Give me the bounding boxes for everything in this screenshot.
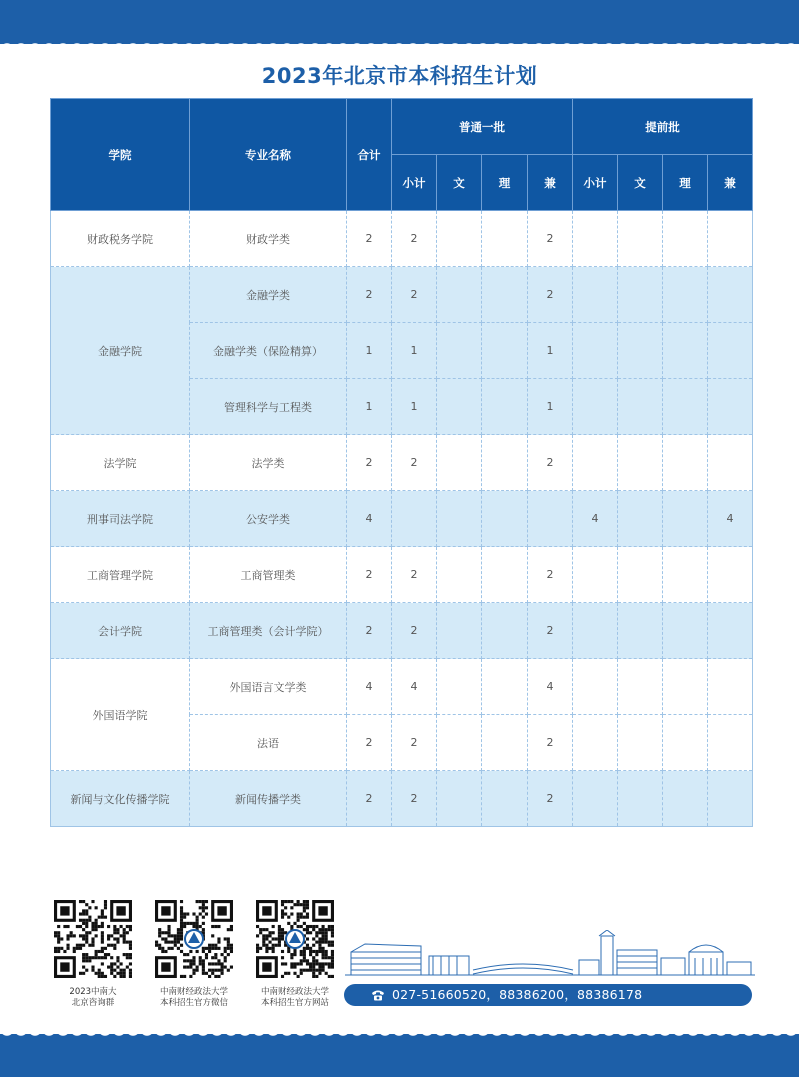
- total-cell: 4: [347, 491, 392, 547]
- early-subtotal-cell: [573, 547, 618, 603]
- qr-caption-line: 本科招生官方微信: [159, 998, 228, 1008]
- regular-science-cell: [482, 603, 528, 659]
- qr-caption-consult-group: [38, 987, 148, 1009]
- regular-both-cell: 2: [528, 435, 573, 491]
- campus-skyline-illustration: [345, 930, 755, 980]
- page-title: 2023年北京市本科招生计划: [261, 64, 538, 88]
- regular-subtotal-cell: [392, 491, 437, 547]
- header-early-science: 理: [663, 155, 708, 211]
- table-row: [51, 603, 753, 659]
- regular-arts-cell: [437, 211, 482, 267]
- table-row: [51, 267, 753, 323]
- early-both-cell: [708, 211, 753, 267]
- early-both-cell: [708, 547, 753, 603]
- regular-subtotal-cell: 1: [392, 323, 437, 379]
- college-cell: 新闻与文化传播学院: [51, 771, 190, 827]
- table-row: [51, 491, 753, 547]
- college-cell: 外国语学院: [51, 659, 190, 771]
- regular-both-cell: 2: [528, 211, 573, 267]
- table-row: [51, 771, 753, 827]
- major-cell: 管理科学与工程类: [190, 379, 347, 435]
- early-both-cell: [708, 323, 753, 379]
- regular-both-cell: 2: [528, 715, 573, 771]
- early-subtotal-cell: [573, 267, 618, 323]
- early-science-cell: [663, 491, 708, 547]
- table-row: [51, 211, 753, 267]
- regular-science-cell: [482, 659, 528, 715]
- regular-both-cell: 1: [528, 379, 573, 435]
- early-arts-cell: [618, 659, 663, 715]
- qr-caption-wechat: [139, 987, 249, 1009]
- regular-both-cell: 4: [528, 659, 573, 715]
- early-science-cell: [663, 715, 708, 771]
- total-cell: 4: [347, 659, 392, 715]
- header-early-subtotal: 小计: [573, 155, 618, 211]
- regular-arts-cell: [437, 771, 482, 827]
- regular-science-cell: [482, 491, 528, 547]
- regular-subtotal-cell: 2: [392, 435, 437, 491]
- early-subtotal-cell: [573, 771, 618, 827]
- regular-subtotal-cell: 2: [392, 715, 437, 771]
- regular-arts-cell: [437, 603, 482, 659]
- early-arts-cell: [618, 323, 663, 379]
- regular-subtotal-cell: 2: [392, 547, 437, 603]
- early-subtotal-cell: [573, 435, 618, 491]
- qr-caption-line: 本科招生官方网站: [260, 998, 329, 1008]
- table-row: [51, 435, 753, 491]
- table-row: [51, 659, 753, 715]
- early-arts-cell: [618, 771, 663, 827]
- header-major: 专业名称: [190, 99, 347, 211]
- early-science-cell: [663, 267, 708, 323]
- qr-code-icon[interactable]: [155, 900, 233, 978]
- top-stamp-edge: [0, 36, 799, 50]
- qr-code-icon[interactable]: [256, 900, 334, 978]
- regular-both-cell: [528, 491, 573, 547]
- major-cell: 法语: [190, 715, 347, 771]
- header-regular-subtotal: 小计: [392, 155, 437, 211]
- total-cell: 2: [347, 267, 392, 323]
- regular-subtotal-cell: 2: [392, 771, 437, 827]
- regular-both-cell: 2: [528, 547, 573, 603]
- early-subtotal-cell: [573, 323, 618, 379]
- regular-science-cell: [482, 379, 528, 435]
- college-cell: 刑事司法学院: [51, 491, 190, 547]
- regular-subtotal-cell: 1: [392, 379, 437, 435]
- major-cell: 金融学类（保险精算）: [190, 323, 347, 379]
- college-cell: 法学院: [51, 435, 190, 491]
- early-both-cell: [708, 267, 753, 323]
- qr-caption-line: 2023中南大: [69, 987, 117, 997]
- early-both-cell: [708, 659, 753, 715]
- regular-both-cell: 2: [528, 771, 573, 827]
- major-cell: 外国语言文学类: [190, 659, 347, 715]
- early-subtotal-cell: 4: [573, 491, 618, 547]
- total-cell: 2: [347, 771, 392, 827]
- regular-arts-cell: [437, 435, 482, 491]
- table-row: [51, 547, 753, 603]
- qr-code-icon[interactable]: [54, 900, 132, 978]
- regular-arts-cell: [437, 267, 482, 323]
- regular-both-cell: 1: [528, 323, 573, 379]
- early-science-cell: [663, 211, 708, 267]
- total-cell: 1: [347, 379, 392, 435]
- phone-icon: [370, 987, 386, 1003]
- regular-arts-cell: [437, 547, 482, 603]
- college-cell: 金融学院: [51, 267, 190, 435]
- total-cell: 2: [347, 211, 392, 267]
- early-both-cell: [708, 435, 753, 491]
- early-both-cell: 4: [708, 491, 753, 547]
- total-cell: 2: [347, 547, 392, 603]
- early-both-cell: [708, 603, 753, 659]
- regular-science-cell: [482, 211, 528, 267]
- total-cell: 2: [347, 603, 392, 659]
- early-science-cell: [663, 547, 708, 603]
- regular-arts-cell: [437, 659, 482, 715]
- early-arts-cell: [618, 435, 663, 491]
- early-subtotal-cell: [573, 211, 618, 267]
- early-both-cell: [708, 715, 753, 771]
- regular-science-cell: [482, 715, 528, 771]
- total-cell: 2: [347, 435, 392, 491]
- major-cell: 财政学类: [190, 211, 347, 267]
- header-early-arts: 文: [618, 155, 663, 211]
- regular-subtotal-cell: 4: [392, 659, 437, 715]
- header-regular-science: 理: [482, 155, 528, 211]
- regular-science-cell: [482, 771, 528, 827]
- contact-phone-bar: [344, 984, 752, 1006]
- early-science-cell: [663, 659, 708, 715]
- header-regular-batch: 普通一批: [392, 99, 573, 155]
- early-arts-cell: [618, 211, 663, 267]
- regular-science-cell: [482, 267, 528, 323]
- major-cell: 法学类: [190, 435, 347, 491]
- bottom-stamp-edge: [0, 1029, 799, 1043]
- early-subtotal-cell: [573, 603, 618, 659]
- header-early-batch: 提前批: [573, 99, 753, 155]
- phone-numbers: 027-51660520，88386200，88386178: [392, 987, 643, 1002]
- early-both-cell: [708, 771, 753, 827]
- major-cell: 金融学类: [190, 267, 347, 323]
- regular-arts-cell: [437, 715, 482, 771]
- qr-caption-line: 中南财经政法大学: [159, 987, 228, 997]
- early-both-cell: [708, 379, 753, 435]
- early-science-cell: [663, 771, 708, 827]
- regular-arts-cell: [437, 491, 482, 547]
- regular-subtotal-cell: 2: [392, 211, 437, 267]
- regular-arts-cell: [437, 379, 482, 435]
- regular-arts-cell: [437, 323, 482, 379]
- college-cell: 财政税务学院: [51, 211, 190, 267]
- early-arts-cell: [618, 715, 663, 771]
- qr-caption-website: [240, 987, 350, 1009]
- regular-subtotal-cell: 2: [392, 267, 437, 323]
- header-college: 学院: [51, 99, 190, 211]
- college-cell: 会计学院: [51, 603, 190, 659]
- total-cell: 2: [347, 715, 392, 771]
- early-science-cell: [663, 323, 708, 379]
- total-cell: 1: [347, 323, 392, 379]
- major-cell: 工商管理类: [190, 547, 347, 603]
- qr-caption-line: 中南财经政法大学: [260, 987, 329, 997]
- early-arts-cell: [618, 603, 663, 659]
- early-science-cell: [663, 379, 708, 435]
- major-cell: 工商管理类（会计学院）: [190, 603, 347, 659]
- major-cell: 公安学类: [190, 491, 347, 547]
- early-science-cell: [663, 435, 708, 491]
- early-subtotal-cell: [573, 715, 618, 771]
- early-arts-cell: [618, 379, 663, 435]
- qr-caption-line: 北京咨询群: [71, 998, 115, 1008]
- major-cell: 新闻传播学类: [190, 771, 347, 827]
- regular-both-cell: 2: [528, 267, 573, 323]
- early-subtotal-cell: [573, 379, 618, 435]
- enrollment-plan-table: [50, 98, 753, 827]
- regular-both-cell: 2: [528, 603, 573, 659]
- header-regular-arts: 文: [437, 155, 482, 211]
- college-cell: 工商管理学院: [51, 547, 190, 603]
- early-subtotal-cell: [573, 659, 618, 715]
- header-early-both: 兼: [708, 155, 753, 211]
- regular-subtotal-cell: 2: [392, 603, 437, 659]
- early-arts-cell: [618, 267, 663, 323]
- early-arts-cell: [618, 491, 663, 547]
- header-regular-both: 兼: [528, 155, 573, 211]
- early-science-cell: [663, 603, 708, 659]
- regular-science-cell: [482, 323, 528, 379]
- regular-science-cell: [482, 547, 528, 603]
- early-arts-cell: [618, 547, 663, 603]
- regular-science-cell: [482, 435, 528, 491]
- header-total: 合计: [347, 99, 392, 211]
